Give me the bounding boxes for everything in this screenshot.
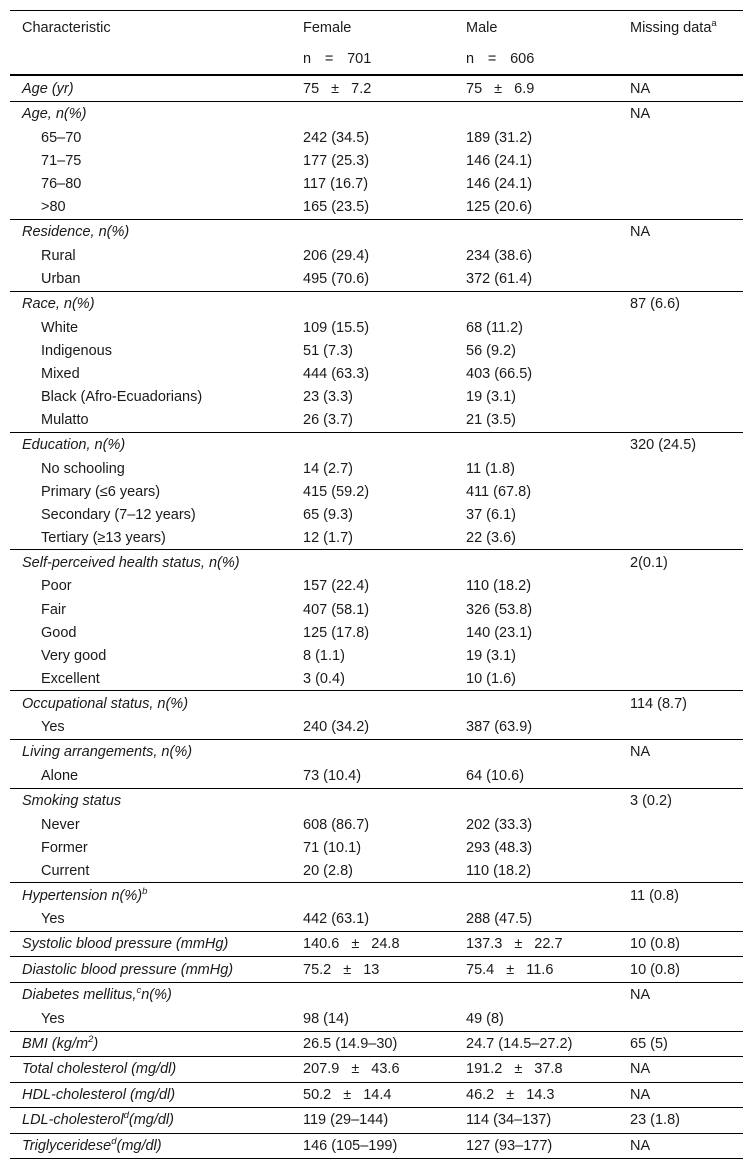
plus-minus-sign: ± — [351, 1061, 360, 1078]
male-value — [454, 962, 618, 978]
label-text: Never — [41, 816, 80, 833]
missing-value: NA — [630, 224, 651, 241]
male-value: 146 (24.1) — [466, 176, 533, 193]
section-row — [10, 882, 743, 908]
subgroup-label — [10, 271, 291, 287]
male-value: 127 (93–177) — [466, 1137, 553, 1154]
label-text: Primary (≤6 years) — [41, 483, 161, 500]
label-text: Excellent — [41, 670, 100, 687]
characteristic-label — [10, 962, 291, 978]
label-text: Smoking status — [22, 792, 122, 809]
male-value: 110 (18.2) — [466, 862, 532, 879]
male-value: 37 (6.1) — [466, 506, 516, 523]
label-text: Poor — [41, 578, 72, 595]
male-sd: 14.3 — [526, 1086, 555, 1103]
n-label: n — [303, 51, 312, 67]
label-text: Rural — [41, 247, 76, 264]
female-value: 407 (58.1) — [303, 601, 370, 618]
label-text-suffix: (mg/dl) — [116, 1137, 162, 1154]
section-row — [10, 788, 743, 814]
subgroup-row — [10, 836, 743, 859]
subgroup-row — [10, 196, 743, 219]
characteristics-table — [10, 10, 743, 1159]
missing-value: 23 (1.8) — [630, 1112, 680, 1129]
label-text: Indigenous — [41, 342, 112, 359]
female-mean: 75.2 — [303, 961, 332, 978]
missing-value: NA — [630, 744, 651, 761]
label-text: Self-perceived health status, n(%) — [22, 554, 240, 571]
section-row — [10, 549, 743, 575]
subgroup-row — [10, 316, 743, 339]
missing-value: NA — [630, 1137, 651, 1154]
section-row — [10, 1107, 743, 1133]
characteristic-label — [10, 224, 291, 240]
subgroup-label — [10, 817, 291, 833]
male-sd: 11.6 — [526, 961, 554, 978]
male-value: 403 (66.5) — [466, 365, 533, 382]
male-value: 387 (63.9) — [466, 719, 533, 736]
characteristic-label — [10, 81, 291, 97]
female-mean: 75 — [303, 80, 320, 97]
plus-minus-sign: ± — [343, 1086, 352, 1103]
header-row — [10, 11, 743, 44]
female-sd: 13 — [363, 961, 380, 978]
header-characteristic: Characteristic — [22, 19, 111, 36]
characteristic-label — [10, 744, 291, 760]
female-value: 51 (7.3) — [303, 342, 353, 359]
female-value — [291, 936, 454, 952]
subgroup-row — [10, 173, 743, 196]
label-text: Mulatto — [41, 411, 89, 428]
section-row — [10, 690, 743, 716]
male-value: 64 (10.6) — [466, 768, 525, 785]
subgroup-row — [10, 764, 743, 787]
label-text: Former — [41, 839, 88, 856]
footnote-marker: c — [136, 985, 142, 997]
characteristic-label — [10, 885, 291, 904]
male-value — [454, 1087, 618, 1103]
subgroup-label — [10, 507, 291, 523]
n-label: n — [466, 51, 475, 67]
male-value: 202 (33.3) — [466, 816, 533, 833]
subgroup-row — [10, 667, 743, 690]
female-value: 146 (105–199) — [303, 1137, 398, 1154]
subgroup-label — [10, 840, 291, 856]
male-value: 189 (31.2) — [466, 130, 533, 147]
label-text: Current — [41, 862, 90, 879]
female-value: 608 (86.7) — [303, 816, 370, 833]
header-female-n — [291, 51, 454, 67]
female-value — [291, 81, 454, 97]
label-text: Fair — [41, 601, 66, 618]
missing-value: 87 (6.6) — [630, 295, 680, 312]
subgroup-row — [10, 598, 743, 621]
female-value: 3 (0.4) — [303, 670, 345, 687]
female-mean: 50.2 — [303, 1086, 332, 1103]
female-value: 8 (1.1) — [303, 647, 345, 664]
female-value: 165 (23.5) — [303, 199, 370, 216]
male-value: 146 (24.1) — [466, 153, 533, 170]
male-value: 288 (47.5) — [466, 911, 533, 928]
characteristic-label — [10, 793, 291, 809]
missing-value: NA — [630, 1086, 651, 1103]
subgroup-row — [10, 244, 743, 267]
male-value: 140 (23.1) — [466, 624, 533, 641]
missing-value: 2(0.1) — [630, 554, 668, 571]
subgroup-label — [10, 768, 291, 784]
section-row — [10, 956, 743, 982]
label-text: >80 — [41, 199, 66, 216]
plus-minus-sign: ± — [506, 1086, 515, 1103]
male-value: 11 (1.8) — [466, 460, 515, 477]
male-value — [454, 1061, 618, 1077]
footnote-marker: b — [142, 885, 148, 897]
female-value: 206 (29.4) — [303, 247, 370, 264]
male-sd: 22.7 — [534, 936, 563, 953]
male-n-value: 606 — [510, 51, 535, 67]
subgroup-label — [10, 530, 291, 546]
section-row — [10, 432, 743, 458]
header-missing — [618, 17, 743, 36]
section-row — [10, 1133, 743, 1159]
subgroup-label — [10, 199, 291, 215]
missing-value: NA — [630, 106, 651, 123]
label-text: Age (yr) — [22, 80, 74, 97]
subgroup-label — [10, 153, 291, 169]
header-female: Female — [303, 19, 352, 36]
subgroup-row — [10, 859, 743, 882]
section-row — [10, 1082, 743, 1108]
male-value: 68 (11.2) — [466, 319, 523, 336]
characteristic-label — [10, 1135, 291, 1154]
subgroup-label — [10, 719, 291, 735]
missing-value: NA — [630, 987, 651, 1004]
subgroup-label — [10, 1011, 291, 1027]
male-value: 110 (18.2) — [466, 578, 532, 595]
subgroup-label — [10, 602, 291, 618]
subgroup-label — [10, 625, 291, 641]
header-missing-footnote: a — [711, 17, 717, 29]
subgroup-row — [10, 362, 743, 385]
male-value: 10 (1.6) — [466, 670, 516, 687]
male-value: 125 (20.6) — [466, 199, 533, 216]
section-row — [10, 1056, 743, 1082]
label-text: Hypertension n(%) — [22, 887, 143, 904]
plus-minus-sign: ± — [331, 80, 340, 97]
female-value: 26.5 (14.9–30) — [303, 1035, 398, 1052]
label-text: Age, n(%) — [22, 106, 87, 123]
label-text-suffix: n(%) — [141, 987, 172, 1004]
female-value: 242 (34.5) — [303, 130, 370, 147]
label-text: White — [41, 319, 79, 336]
label-text: Occupational status, n(%) — [22, 695, 189, 712]
subgroup-label — [10, 911, 291, 927]
label-text: 76–80 — [41, 176, 82, 193]
label-text: 71–75 — [41, 153, 82, 170]
characteristic-label — [10, 1112, 291, 1128]
female-sd: 24.8 — [371, 936, 400, 953]
header-male-n — [454, 51, 618, 67]
female-value: 495 (70.6) — [303, 271, 370, 288]
female-value — [291, 1061, 454, 1077]
equals-sign: = — [487, 51, 497, 67]
subgroup-row — [10, 644, 743, 667]
label-text: Mixed — [41, 365, 80, 382]
female-value: 444 (63.3) — [303, 365, 370, 382]
female-mean: 140.6 — [303, 936, 340, 953]
equals-sign: = — [324, 51, 334, 67]
plus-minus-sign: ± — [514, 1061, 523, 1078]
subgroup-row — [10, 267, 743, 290]
label-text-suffix: ) — [93, 1035, 99, 1052]
subgroup-label — [10, 366, 291, 382]
subgroup-row — [10, 621, 743, 644]
label-text: BMI (kg/m — [22, 1035, 89, 1052]
subgroup-label — [10, 176, 291, 192]
male-value: 114 (34–137) — [466, 1112, 552, 1129]
female-value: 109 (15.5) — [303, 319, 370, 336]
female-value: 125 (17.8) — [303, 624, 370, 641]
plus-minus-sign: ± — [343, 961, 352, 978]
missing-value: 114 (8.7) — [630, 695, 687, 712]
label-text: Living arrangements, n(%) — [22, 744, 193, 761]
subgroup-row — [10, 408, 743, 431]
footnote-marker: d — [123, 1110, 129, 1122]
subgroup-label — [10, 389, 291, 405]
label-text: Yes — [41, 1010, 65, 1027]
female-sd: 14.4 — [363, 1086, 392, 1103]
plus-minus-sign: ± — [351, 936, 360, 953]
subgroup-label — [10, 461, 291, 477]
female-value — [291, 1087, 454, 1103]
footnote-marker: d — [111, 1135, 117, 1147]
male-value — [454, 81, 618, 97]
label-text: Secondary (7–12 years) — [41, 506, 196, 523]
female-value: 157 (22.4) — [303, 578, 370, 595]
characteristic-label — [10, 555, 291, 571]
section-row — [10, 291, 743, 317]
subgroup-row — [10, 526, 743, 549]
male-mean: 46.2 — [466, 1086, 495, 1103]
label-text: No schooling — [41, 460, 125, 477]
label-text-suffix: (mg/dl) — [128, 1112, 174, 1129]
missing-value: 11 (0.8) — [630, 887, 679, 904]
male-value: 19 (3.1) — [466, 647, 516, 664]
female-value: 415 (59.2) — [303, 483, 370, 500]
header-missing-label: Missing data — [630, 19, 712, 36]
male-value: 22 (3.6) — [466, 529, 516, 546]
female-sd: 7.2 — [351, 80, 372, 97]
subgroup-row — [10, 1007, 743, 1030]
female-value: 20 (2.8) — [303, 862, 353, 879]
female-value: 14 (2.7) — [303, 460, 353, 477]
characteristic-label — [10, 1033, 291, 1052]
label-text: Systolic blood pressure (mmHg) — [22, 936, 229, 953]
subgroup-label — [10, 412, 291, 428]
label-text: Yes — [41, 719, 65, 736]
female-value: 98 (14) — [303, 1010, 349, 1027]
section-row — [10, 219, 743, 245]
male-value: 293 (48.3) — [466, 839, 533, 856]
missing-value: NA — [630, 80, 651, 97]
male-value: 56 (9.2) — [466, 342, 516, 359]
male-mean: 75 — [466, 80, 483, 97]
subgroup-label — [10, 343, 291, 359]
female-value: 26 (3.7) — [303, 411, 353, 428]
male-sd: 6.9 — [514, 80, 535, 97]
label-text: Urban — [41, 271, 81, 288]
female-value: 117 (16.7) — [303, 176, 369, 193]
subgroup-label — [10, 863, 291, 879]
label-text: Triglyceridese — [22, 1137, 112, 1154]
label-text: Good — [41, 624, 77, 641]
section-row — [10, 101, 743, 127]
table-body — [10, 76, 743, 1159]
characteristic-label — [10, 1061, 291, 1077]
female-value: 442 (63.1) — [303, 911, 370, 928]
plus-minus-sign: ± — [494, 80, 503, 97]
subgroup-row — [10, 150, 743, 173]
male-value — [454, 936, 618, 952]
header-male: Male — [466, 19, 498, 36]
subgroup-row — [10, 457, 743, 480]
male-value: 24.7 (14.5–27.2) — [466, 1035, 573, 1052]
female-mean: 207.9 — [303, 1061, 340, 1078]
male-value: 326 (53.8) — [466, 601, 533, 618]
missing-value: NA — [630, 1061, 651, 1078]
missing-value: 3 (0.2) — [630, 792, 672, 809]
male-sd: 37.8 — [534, 1061, 563, 1078]
male-value: 49 (8) — [466, 1010, 504, 1027]
subgroup-row — [10, 339, 743, 362]
section-row — [10, 931, 743, 957]
subgroup-row — [10, 127, 743, 150]
male-value: 411 (67.8) — [466, 483, 532, 500]
label-text: Diabetes mellitus, — [22, 987, 137, 1004]
label-text: Tertiary (≥13 years) — [41, 529, 166, 546]
male-value: 372 (61.4) — [466, 271, 533, 288]
label-text: Education, n(%) — [22, 436, 126, 453]
subgroup-label — [10, 671, 291, 687]
subgroup-row — [10, 813, 743, 836]
characteristic-label — [10, 696, 291, 712]
missing-value: 65 (5) — [630, 1035, 668, 1052]
subgroup-label — [10, 484, 291, 500]
label-text: HDL-cholesterol (mg/dl) — [22, 1086, 176, 1103]
female-value — [291, 962, 454, 978]
missing-value: 10 (0.8) — [630, 961, 680, 978]
subgroup-label — [10, 248, 291, 264]
male-mean: 191.2 — [466, 1061, 503, 1078]
section-row — [10, 982, 743, 1008]
female-value: 12 (1.7) — [303, 529, 353, 546]
characteristic-label — [10, 1087, 291, 1103]
label-text: Yes — [41, 911, 65, 928]
subgroup-row — [10, 385, 743, 408]
label-text: LDL-cholesterol — [22, 1112, 124, 1129]
male-mean: 75.4 — [466, 961, 495, 978]
subgroup-label — [10, 648, 291, 664]
label-text: Diastolic blood pressure (mmHg) — [22, 961, 234, 978]
subgroup-row — [10, 503, 743, 526]
characteristic-label — [10, 296, 291, 312]
female-value: 73 (10.4) — [303, 768, 362, 785]
female-value: 65 (9.3) — [303, 506, 353, 523]
female-value: 23 (3.3) — [303, 388, 353, 405]
subgroup-row — [10, 480, 743, 503]
label-text: 65–70 — [41, 130, 82, 147]
subgroup-row — [10, 575, 743, 598]
subgroup-row — [10, 716, 743, 739]
missing-value: 320 (24.5) — [630, 436, 697, 453]
male-value: 19 (3.1) — [466, 388, 516, 405]
characteristic-label — [10, 437, 291, 453]
characteristic-label — [10, 106, 291, 122]
label-text: Race, n(%) — [22, 295, 95, 312]
section-row — [10, 76, 743, 101]
characteristic-label — [10, 987, 291, 1003]
female-n-value: 701 — [347, 51, 372, 67]
header-n-row — [10, 44, 743, 74]
male-value: 21 (3.5) — [466, 411, 516, 428]
subgroup-label — [10, 130, 291, 146]
label-text: Residence, n(%) — [22, 224, 130, 241]
male-value: 234 (38.6) — [466, 247, 533, 264]
characteristic-label — [10, 936, 291, 952]
label-text: Black (Afro-Ecuadorians) — [41, 388, 203, 405]
plus-minus-sign: ± — [514, 936, 523, 953]
plus-minus-sign: ± — [506, 961, 515, 978]
female-value: 119 (29–144) — [303, 1112, 389, 1129]
label-text: Very good — [41, 647, 107, 664]
subgroup-row — [10, 908, 743, 931]
footnote-marker: 2 — [88, 1033, 94, 1045]
label-text: Alone — [41, 768, 79, 785]
female-value: 240 (34.2) — [303, 719, 370, 736]
subgroup-label — [10, 320, 291, 336]
subgroup-label — [10, 578, 291, 594]
section-row — [10, 1031, 743, 1057]
female-sd: 43.6 — [371, 1061, 400, 1078]
label-text: Total cholesterol (mg/dl) — [22, 1061, 177, 1078]
section-row — [10, 739, 743, 765]
female-value: 177 (25.3) — [303, 153, 370, 170]
male-mean: 137.3 — [466, 936, 503, 953]
missing-value: 10 (0.8) — [630, 936, 680, 953]
female-value: 71 (10.1) — [303, 839, 362, 856]
